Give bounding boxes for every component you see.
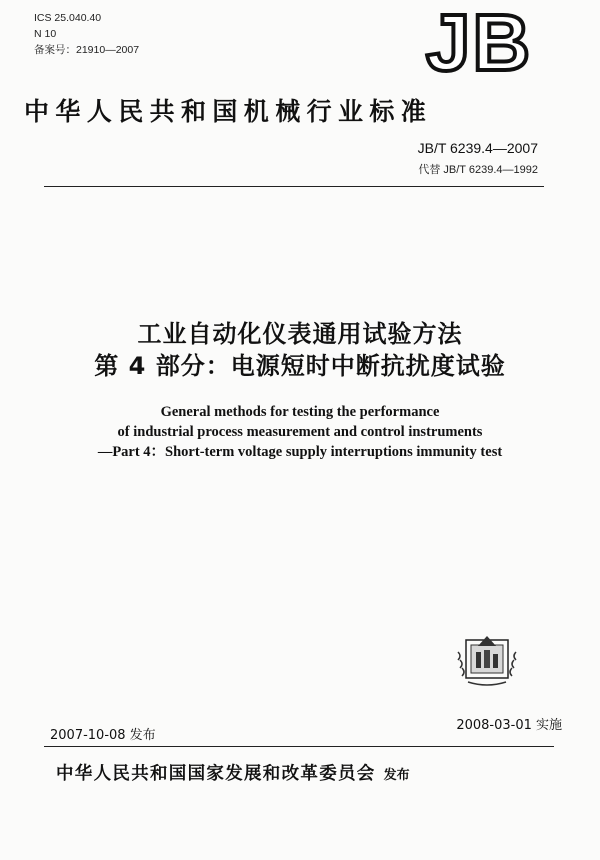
category-code: N 10 xyxy=(34,28,57,40)
header-metadata xyxy=(34,10,139,58)
issuer-emblem-icon xyxy=(452,632,522,688)
publisher-name: 中华人民共和国国家发展和改革委员会 xyxy=(56,764,376,784)
chinese-title-line-2: 第 4 部分：电源短时中断抗扰度试验 xyxy=(94,352,506,380)
industry-standard-title: 中华人民共和国机械行业标准 xyxy=(24,97,433,126)
chinese-title-line-1: 工业自动化仪表通用试验方法 xyxy=(137,320,463,348)
publish-date: 2007-10-08 发布 xyxy=(50,728,156,743)
english-title-line-3: —Part 4：Short-term voltage supply interruptions immunity test xyxy=(97,444,503,460)
header-divider xyxy=(44,186,544,187)
publisher-suffix: 发布 xyxy=(383,768,410,783)
publisher xyxy=(56,760,410,785)
english-title-line-1: General methods for testing the performance xyxy=(160,404,440,420)
record-number: 备案号：21910—2007 xyxy=(34,44,140,56)
jb-logo: JB xyxy=(425,0,533,87)
ics-code: ICS 25.040.40 xyxy=(34,12,102,24)
footer-divider xyxy=(44,746,554,747)
standard-number: JB/T 6239.4—2007 xyxy=(417,140,538,156)
replaced-standard: 代替 JB/T 6239.4—1992 xyxy=(418,164,538,176)
implementation-date: 2008-03-01 实施 xyxy=(456,718,562,733)
english-title-line-2: of industrial process measurement and control instruments xyxy=(117,424,483,440)
